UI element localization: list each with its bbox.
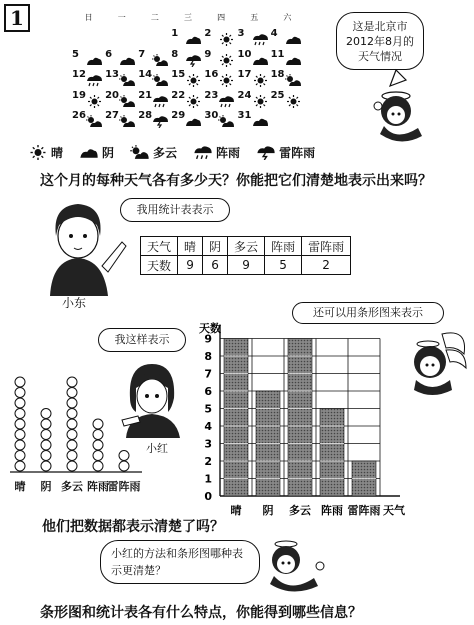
day-number: 26 — [72, 110, 86, 121]
question-1: 这个月的每种天气各有多少天？你能把它们清楚地表示出来吗？ — [40, 173, 432, 189]
xiaohong-bubble-text: 我这样表示 — [114, 333, 170, 346]
circle-category-label: 多云 — [61, 480, 83, 493]
legend-label: 阵雨 — [216, 145, 241, 160]
tally-circle — [67, 451, 77, 461]
sunny-weather-icon — [218, 33, 235, 46]
calendar-day — [204, 90, 237, 110]
day-number: 14 — [138, 69, 153, 80]
tally-circle — [67, 440, 77, 450]
tally-circle — [67, 419, 77, 429]
partly-weather-icon — [119, 74, 136, 87]
legend-item — [256, 144, 315, 161]
day-number: 17 — [237, 69, 252, 80]
xiaohong-bubble — [98, 328, 186, 352]
tally-circle — [41, 440, 51, 450]
sunny-weather-icon — [252, 74, 269, 87]
rain-weather-icon — [193, 145, 213, 160]
day-number: 11 — [270, 48, 285, 60]
calendar-day — [271, 69, 304, 89]
day-number: 2 — [204, 28, 212, 39]
day-number: 4 — [270, 28, 278, 39]
sunny-weather-icon — [218, 74, 235, 87]
weather-calendar — [72, 12, 304, 130]
tally-circle — [93, 451, 103, 461]
cloudy-weather-icon — [79, 145, 99, 160]
day-number: 31 — [237, 110, 252, 121]
cloudy-weather-icon — [252, 54, 269, 67]
tally-circle — [41, 461, 51, 471]
day-number: 5 — [72, 48, 79, 60]
y-tick-label: 7 — [204, 367, 212, 381]
cloudy-weather-icon — [252, 115, 269, 128]
x-tick-label: 雷阵雨 — [347, 504, 381, 517]
tally-circle — [67, 461, 77, 471]
bar-chart — [180, 318, 440, 528]
partly-weather-icon — [218, 115, 235, 128]
calendar-note-text: 这是北京市2012年8月的天气情况 — [346, 20, 414, 63]
sunny-weather-icon — [218, 54, 235, 67]
y-tick-label: 0 — [204, 490, 212, 503]
table-cell: 9 — [178, 256, 203, 275]
table-cell: 2 — [302, 256, 351, 275]
calendar-day — [238, 110, 271, 130]
weekday-label: 二 — [150, 13, 159, 22]
cloudy-weather-icon — [285, 54, 302, 67]
calendar-day — [238, 90, 271, 110]
y-tick-label: 9 — [204, 332, 212, 346]
table-cell: 天数 — [141, 256, 178, 275]
table-cell: 9 — [228, 256, 265, 275]
xiaodong-bubble-text: 我用统计表表示 — [136, 203, 214, 216]
tally-circle — [67, 377, 77, 387]
calendar-day — [105, 90, 138, 110]
day-number: 27 — [105, 110, 120, 121]
rain-weather-icon — [218, 95, 235, 108]
table-cell: 5 — [265, 256, 302, 275]
tally-circle — [15, 398, 25, 408]
calendar-day — [105, 110, 138, 130]
calendar-note-bubble — [336, 12, 424, 70]
calendar-day — [72, 49, 105, 69]
partly-weather-icon — [152, 54, 169, 67]
circle-category-label: 晴 — [14, 480, 26, 493]
y-tick-label: 4 — [204, 420, 212, 433]
tally-circle — [93, 419, 103, 429]
calendar-day — [105, 69, 138, 89]
legend-item — [28, 144, 63, 161]
xiaodong-figure — [38, 196, 128, 296]
day-number: 18 — [270, 69, 285, 80]
calendar-day — [138, 90, 171, 110]
circle-labels — [6, 478, 146, 494]
weekday-label: 日 — [84, 13, 93, 22]
table-data-row — [141, 256, 351, 275]
tally-circle — [67, 398, 77, 408]
calendar-day — [138, 110, 171, 130]
day-number: 16 — [204, 69, 219, 80]
weekday-label: 四 — [217, 13, 226, 22]
calendar-day — [238, 49, 271, 69]
calendar-day — [271, 90, 304, 110]
day-number: 10 — [237, 48, 252, 60]
day-number: 1 — [171, 28, 179, 39]
tally-circle — [93, 440, 103, 450]
rain-weather-icon — [252, 33, 269, 46]
circle-representation — [6, 370, 146, 480]
tally-circle — [15, 388, 25, 398]
weekday-label: 三 — [183, 13, 192, 22]
circle-category-label: 阵雨 — [87, 480, 109, 493]
calendar-day — [138, 49, 171, 69]
tally-circle — [15, 440, 25, 450]
xiaohong-name: 小红 — [146, 442, 168, 455]
calendar-day — [238, 69, 271, 89]
table-header-cell: 晴 — [178, 237, 203, 256]
weekday-label: 六 — [283, 13, 292, 22]
day-number: 23 — [204, 89, 219, 101]
day-number: 25 — [270, 89, 285, 101]
tally-circle — [93, 461, 103, 471]
day-number: 20 — [105, 89, 120, 101]
partly-weather-icon — [130, 145, 150, 160]
legend-item — [193, 144, 240, 161]
rain-weather-icon — [152, 95, 169, 108]
angel-bubble-text: 还可以用条形图来表示 — [313, 306, 423, 319]
partly-weather-icon — [285, 74, 302, 87]
tally-circle — [67, 409, 77, 419]
legend-label: 晴 — [51, 145, 64, 160]
calendar-day — [138, 69, 171, 89]
day-number: 21 — [138, 89, 153, 101]
calendar-day — [72, 110, 105, 130]
calendar-day — [238, 28, 271, 48]
cloudy-weather-icon — [119, 54, 136, 67]
partly-weather-icon — [119, 95, 136, 108]
legend-item — [130, 144, 177, 161]
angel-figure-bottom — [262, 536, 332, 596]
tally-circle — [41, 451, 51, 461]
day-number: 6 — [105, 48, 113, 60]
table-header-row — [141, 237, 351, 256]
calendar-day — [271, 28, 304, 48]
day-number: 29 — [171, 110, 186, 121]
tally-circle — [15, 451, 25, 461]
x-axis-label: 天气 — [383, 504, 405, 517]
cloudy-weather-icon — [185, 115, 202, 128]
calendar-day — [204, 69, 237, 89]
bottom-bubble — [100, 540, 260, 584]
weekday-label: 五 — [250, 13, 259, 22]
sunny-weather-icon — [252, 95, 269, 108]
table-header-cell: 多云 — [228, 237, 265, 256]
tally-circle — [15, 430, 25, 440]
calendar-day — [171, 28, 204, 48]
calendar-day — [204, 110, 237, 130]
cloudy-weather-icon — [185, 33, 202, 46]
tally-circle — [41, 430, 51, 440]
calendar-day — [105, 49, 138, 69]
y-tick-label: 8 — [204, 350, 212, 363]
y-tick-label: 1 — [204, 472, 212, 486]
page-number: 1 — [4, 4, 30, 32]
table-header-cell: 天气 — [141, 237, 178, 256]
day-number: 8 — [171, 48, 179, 60]
day-number: 7 — [138, 48, 146, 60]
partly-weather-icon — [152, 74, 169, 87]
calendar-weekday-row — [72, 12, 304, 26]
calendar-day — [204, 49, 237, 69]
bar — [288, 339, 312, 497]
calendar-day — [171, 69, 204, 89]
weather-legend — [28, 142, 388, 162]
y-tick-label: 5 — [204, 402, 212, 416]
thunder-weather-icon — [185, 54, 202, 67]
calendar-day — [171, 49, 204, 69]
circle-category-label: 雷阵雨 — [107, 480, 141, 493]
table-header-cell: 雷阵雨 — [302, 237, 351, 256]
tally-circle — [41, 409, 51, 419]
day-number: 3 — [237, 28, 245, 39]
day-number: 30 — [204, 110, 219, 121]
tally-circle — [67, 430, 77, 440]
day-number: 13 — [105, 69, 120, 80]
legend-item — [79, 144, 114, 161]
y-tick-label: 3 — [204, 437, 212, 451]
day-number: 19 — [72, 89, 86, 101]
x-tick-label: 阵雨 — [321, 504, 343, 517]
xiaodong-name: 小东 — [62, 296, 87, 310]
calendar-day — [171, 110, 204, 130]
calendar-day — [204, 28, 237, 48]
x-tick-label: 晴 — [230, 504, 242, 517]
legend-label: 雷阵雨 — [279, 145, 316, 160]
table-header-cell: 阴 — [203, 237, 228, 256]
sunny-weather-icon — [28, 145, 48, 160]
bottom-bubble-text: 小红的方法和条形图哪种表示更清楚？ — [111, 547, 243, 577]
y-axis-label: 天数 — [199, 322, 221, 335]
cloudy-weather-icon — [86, 54, 103, 67]
tally-circle — [15, 409, 25, 419]
statistics-table — [140, 236, 351, 275]
tally-circle — [67, 388, 77, 398]
legend-label: 多云 — [153, 145, 178, 160]
x-tick-label: 阴 — [262, 504, 274, 517]
calendar-day — [171, 90, 204, 110]
y-tick-label: 6 — [204, 385, 212, 398]
table-cell: 6 — [203, 256, 228, 275]
sunny-weather-icon — [185, 74, 202, 87]
question-3: 条形图和统计表各有什么特点，你能得到哪些信息？ — [40, 605, 362, 621]
cloudy-weather-icon — [285, 33, 302, 46]
partly-weather-icon — [119, 115, 136, 128]
calendar-day — [72, 90, 105, 110]
circle-category-label: 阴 — [40, 480, 52, 493]
day-number: 22 — [171, 89, 186, 101]
tally-circle — [15, 377, 25, 387]
tally-circle — [93, 430, 103, 440]
bar — [320, 409, 344, 497]
xiaodong-bubble — [120, 198, 230, 222]
sunny-weather-icon — [285, 95, 302, 108]
sunny-weather-icon — [86, 95, 103, 108]
day-number: 28 — [138, 110, 153, 121]
angel-figure-top — [366, 66, 436, 146]
y-tick-label: 2 — [204, 455, 212, 468]
tally-circle — [119, 451, 129, 461]
day-number: 24 — [237, 89, 252, 101]
thunder-weather-icon — [152, 115, 169, 128]
partly-weather-icon — [86, 115, 103, 128]
calendar-day — [72, 69, 105, 89]
day-number: 9 — [204, 48, 212, 60]
x-tick-label: 多云 — [289, 504, 311, 517]
tally-circle — [15, 461, 25, 471]
calendar-day — [271, 49, 304, 69]
table-header-cell: 阵雨 — [265, 237, 302, 256]
legend-label: 阴 — [102, 145, 115, 160]
sunny-weather-icon — [185, 95, 202, 108]
bar — [224, 339, 248, 497]
weekday-label: 一 — [117, 13, 126, 22]
day-number: 12 — [72, 69, 86, 80]
day-number: 15 — [171, 69, 186, 80]
tally-circle — [41, 419, 51, 429]
tally-circle — [119, 461, 129, 471]
tally-circle — [15, 419, 25, 429]
rain-weather-icon — [86, 74, 103, 87]
thunder-weather-icon — [256, 145, 276, 160]
question-2: 他们把数据都表示清楚了吗？ — [42, 519, 224, 535]
